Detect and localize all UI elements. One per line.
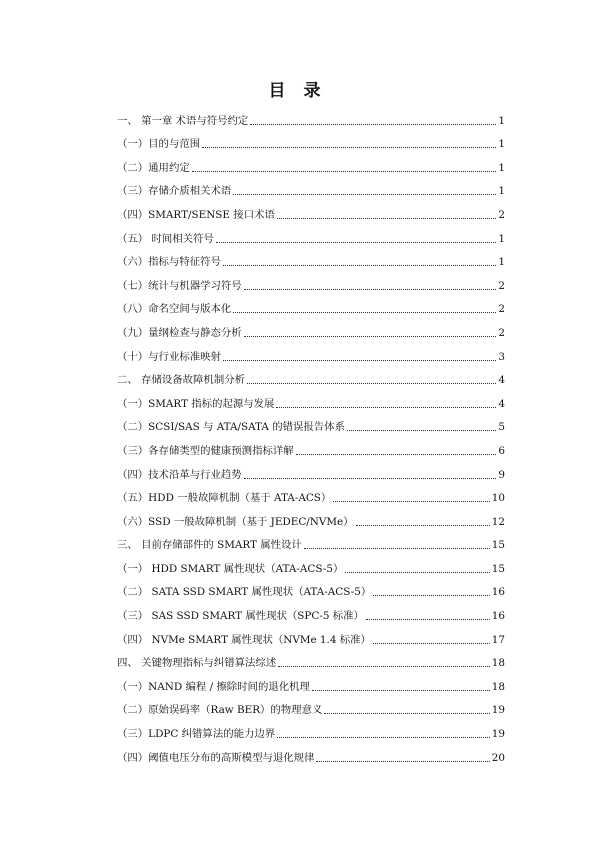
toc-dot-leader (244, 478, 497, 479)
toc-entry-label: （三） SAS SSD SMART 属性现状（SPC-5 标准） (117, 610, 364, 623)
toc-entry[interactable] (117, 224, 505, 248)
toc-entry-label: 二、 存储设备故障机制分析 (117, 374, 245, 387)
toc-entry-page-number: 16 (491, 610, 505, 623)
toc-entry-page-number: 18 (491, 657, 505, 670)
toc-entry-label: （九）量纲检查与静态分析 (117, 326, 242, 339)
toc-entry-page-number: 4 (498, 397, 505, 410)
toc-entry-label: （二） SATA SSD SMART 属性现状（ATA-ACS-5） (117, 586, 372, 599)
toc-entry[interactable] (117, 672, 505, 696)
toc-entry-page-number: 1 (498, 114, 505, 127)
toc-entry[interactable] (117, 531, 505, 555)
toc-entry-page-number: 4 (498, 374, 505, 387)
toc-entry-label: （三）LDPC 纠错算法的能力边界 (117, 728, 276, 741)
toc-entry[interactable] (117, 719, 505, 743)
toc-entry[interactable] (117, 295, 505, 319)
toc-dot-leader (278, 666, 490, 667)
toc-entry-label: （一） HDD SMART 属性现状（ATA-ACS-5） (117, 562, 344, 575)
toc-dot-leader (216, 242, 497, 243)
toc-entry-label: （三）存储介质相关术语 (117, 185, 232, 198)
toc-entry-label: （七）统计与机器学习符号 (117, 279, 242, 292)
toc-entry-label: （十）与行业标准映射 (117, 350, 221, 363)
toc-entry-page-number: 1 (498, 161, 505, 174)
toc-entry-label: （一）目的与范围 (117, 138, 201, 151)
toc-dot-leader (250, 124, 496, 125)
toc-dot-leader (373, 643, 490, 644)
toc-entry-page-number: 10 (491, 492, 505, 505)
toc-dot-leader (223, 265, 496, 266)
toc-entry[interactable] (117, 177, 505, 201)
toc-dot-leader (296, 454, 497, 455)
toc-entry-page-number: 6 (498, 444, 505, 457)
toc-dot-leader (345, 572, 489, 573)
toc-entry[interactable] (117, 601, 505, 625)
toc-dot-leader (312, 690, 490, 691)
toc-entry-page-number: 16 (491, 586, 505, 599)
toc-entry[interactable] (117, 389, 505, 413)
toc-dot-leader (316, 761, 489, 762)
toc-entry[interactable] (117, 366, 505, 390)
toc-entry[interactable] (117, 271, 505, 295)
toc-dot-leader (244, 336, 497, 337)
toc-dot-leader (333, 501, 489, 502)
toc-entry-page-number: 1 (498, 185, 505, 198)
toc-dot-leader (356, 525, 490, 526)
toc-entry[interactable] (117, 130, 505, 154)
toc-entry[interactable] (117, 106, 505, 130)
toc-entry-label: （五） 时间相关符号 (117, 232, 214, 245)
toc-entry-page-number: 1 (498, 256, 505, 269)
toc-dot-leader (202, 147, 496, 148)
toc-entry[interactable] (117, 554, 505, 578)
toc-dot-leader (366, 619, 490, 620)
toc-dot-leader (277, 737, 490, 738)
toc-entry-page-number: 15 (491, 539, 505, 552)
toc-entry-label: （二）SCSI/SAS 与 ATA/SATA 的错误报告体系 (117, 421, 345, 434)
toc-entry-page-number: 20 (491, 751, 505, 764)
toc-entry-page-number: 2 (498, 303, 505, 316)
toc-entry[interactable] (117, 318, 505, 342)
toc-entry-label: （四）阈值电压分布的高斯模型与退化规律 (117, 751, 315, 764)
toc-entry-page-number: 5 (498, 421, 505, 434)
toc-dot-leader (192, 171, 497, 172)
toc-entry[interactable] (117, 342, 505, 366)
toc-entry-label: 三、 目前存储部件的 SMART 属性设计 (117, 539, 302, 552)
toc-dot-leader (244, 289, 497, 290)
toc-entry-page-number: 2 (498, 208, 505, 221)
toc-entry[interactable] (117, 484, 505, 508)
toc-entry[interactable] (117, 507, 505, 531)
toc-entry[interactable] (117, 743, 505, 767)
toc-entry-page-number: 17 (491, 633, 505, 646)
page-title: 目 录 (268, 81, 327, 101)
toc-entry-page-number: 9 (498, 468, 505, 481)
toc-entry-label: （六）SSD 一般故障机制（基于 JEDEC/NVMe） (117, 515, 354, 528)
toc-entry-label: （五）HDD 一般故障机制（基于 ATA-ACS） (117, 492, 332, 505)
toc-entry-label: （八）命名空间与版本化 (117, 303, 232, 316)
toc-dot-leader (223, 360, 496, 361)
toc-entry[interactable] (117, 625, 505, 649)
toc-entry[interactable] (117, 460, 505, 484)
toc-dot-leader (304, 548, 490, 549)
toc-dot-leader (233, 312, 496, 313)
toc-dot-leader (233, 194, 496, 195)
toc-dot-leader (324, 713, 489, 714)
toc-dot-leader (247, 383, 496, 384)
toc-entry[interactable] (117, 413, 505, 437)
toc-entry[interactable] (117, 696, 505, 720)
toc-entry-page-number: 3 (498, 350, 505, 363)
toc-entry-page-number: 1 (498, 138, 505, 151)
toc-entry-label: （四）SMART/SENSE 接口术语 (117, 208, 275, 221)
toc-dot-leader (347, 430, 496, 431)
toc-entry-label: （六）指标与特征符号 (117, 256, 221, 269)
toc-dot-leader (277, 218, 497, 219)
toc-entry-page-number: 19 (491, 704, 505, 717)
toc-entry-page-number: 12 (491, 515, 505, 528)
toc-entry-page-number: 15 (491, 562, 505, 575)
toc-entry-label: （三）各存储类型的健康预测指标详解 (117, 444, 294, 457)
toc-entry-page-number: 2 (498, 326, 505, 339)
toc-entry[interactable] (117, 649, 505, 673)
table-of-contents (117, 106, 505, 767)
toc-entry-page-number: 18 (491, 680, 505, 693)
toc-entry-label: （二）原始误码率（Raw BER）的物理意义 (117, 704, 323, 717)
toc-entry-page-number: 19 (491, 728, 505, 741)
toc-entry[interactable] (117, 153, 505, 177)
toc-entry[interactable] (117, 248, 505, 272)
toc-entry-label: 一、 第一章 术语与符号约定 (117, 114, 249, 127)
toc-entry-page-number: 1 (498, 232, 505, 245)
toc-entry[interactable] (117, 578, 505, 602)
toc-entry-page-number: 2 (498, 279, 505, 292)
toc-entry[interactable] (117, 200, 505, 224)
toc-dot-leader (276, 407, 496, 408)
toc-dot-leader (373, 595, 490, 596)
toc-entry-label: （四）技术沿革与行业趋势 (117, 468, 242, 481)
toc-entry-label: 四、 关键物理指标与纠错算法综述 (117, 657, 277, 670)
toc-entry-label: （二）通用约定 (117, 161, 190, 174)
toc-entry[interactable] (117, 436, 505, 460)
toc-entry-label: （四） NVMe SMART 属性现状（NVMe 1.4 标准） (117, 633, 371, 646)
toc-entry-label: （一）NAND 编程 / 擦除时间的退化机理 (117, 680, 310, 693)
toc-entry-label: （一）SMART 指标的起源与发展 (117, 397, 275, 410)
